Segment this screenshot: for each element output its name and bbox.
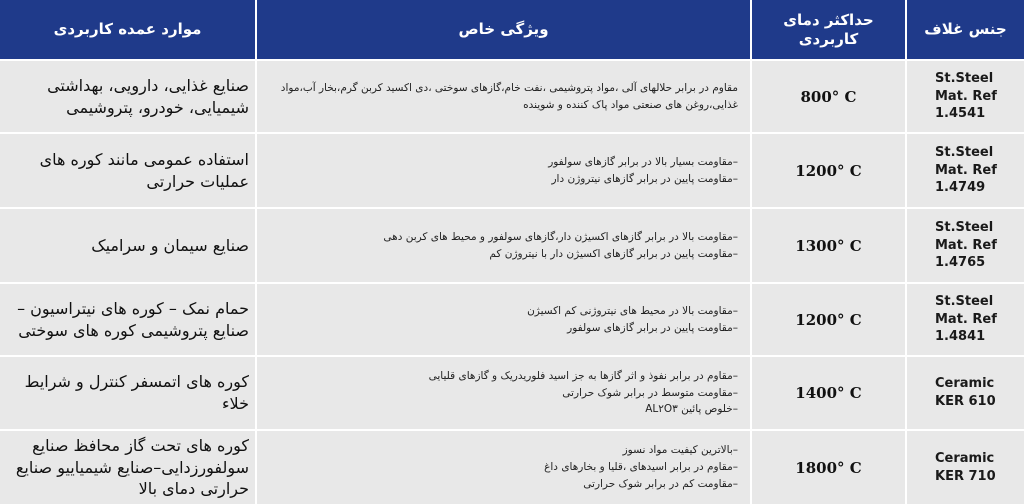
table-row (0, 429, 1024, 504)
features-cell (255, 357, 750, 429)
header-features: ویژگی خاص (255, 0, 750, 59)
header-max-temp: حداکثر دمای کاربردی (750, 0, 905, 59)
feature-line: –مقاومت بسیار بالا در برابر گازهای سولفور (548, 155, 738, 168)
feature-line: –مقاوم در برابر نفوذ و اثر گازها به جز اسید فلوریدریک و گازهای قلیایی (428, 369, 738, 382)
material-cell (905, 357, 1024, 429)
material-line: 1.4749 (935, 180, 986, 196)
features-cell (255, 284, 750, 355)
material-line: St.Steel (935, 71, 994, 87)
material-line: Ceramic (935, 450, 995, 466)
applications-cell: صنایع غذایی، دارویی، بهداشتی شیمیایی، خودرو، پتروشیمی (47, 75, 249, 117)
applications-cell: استفاده عمومی مانند کوره های عملیات حرارتی (39, 149, 249, 191)
material-cell (905, 431, 1024, 504)
applications-cell: صنایع سیمان و سرامیک (91, 235, 249, 255)
table-row (0, 207, 1024, 282)
table-row (0, 282, 1024, 355)
features-cell (255, 61, 750, 132)
material-line: Mat. Ref (935, 88, 997, 104)
material-line: St.Steel (935, 294, 994, 310)
max-temp-cell: 1200° C (750, 284, 905, 355)
material-line: Ceramic (935, 376, 995, 392)
features-cell (255, 134, 750, 207)
feature-line: مقاوم در برابر حلالهای آلی ،مواد پتروشیمی ،نفت خام،گازهای سوختی ،دی اکسید کربن گرم،بخار آب،مواد غذایی،روغن های صنعتی مواد پاک کننده و شوینده (280, 81, 738, 111)
material-cell (905, 209, 1024, 282)
max-temp-cell: 1300° C (750, 209, 905, 282)
material-line: 1.4841 (935, 329, 986, 345)
table-row (0, 355, 1024, 429)
max-temp-cell: 1800° C (750, 431, 905, 504)
max-temp-cell: 1400° C (750, 357, 905, 429)
material-line: KER 610 (935, 394, 996, 409)
feature-line: –مقاوم در برابر اسیدهای ،قلیا و بخارهای داغ (544, 461, 738, 474)
header-material: جنس غلاف (905, 0, 1024, 59)
material-line: St.Steel (935, 220, 994, 236)
material-line: Mat. Ref (935, 311, 997, 327)
feature-line: –مقاومت کم در برابر شوک حرارتی (583, 477, 738, 490)
feature-line: –مقاومت پایین در برابر گازهای سولفور (567, 321, 738, 334)
table-row (0, 132, 1024, 207)
applications-cell: کوره های اتمسفر کنترل و شرایط خلاء (24, 372, 249, 413)
max-temp-cell: 1200° C (750, 134, 905, 207)
feature-line: –خلوص پائین AL۲O۳ (645, 403, 738, 416)
applications-cell: کوره های تحت گاز محافظ صنایع سولفورزدایی–صنایع شیمیاییو صنایع حرارتی دمای بالا (15, 436, 249, 499)
material-line: 1.4765 (935, 255, 986, 271)
header-applications: موارد عمده کاربردی (53, 20, 202, 39)
material-line: St.Steel (935, 145, 994, 161)
feature-line: –بالاترین کیفیت مواد نسوز (622, 444, 738, 457)
feature-line: –مقاومت پایین در برابر گازهای اکسیژن دار با نیتروژن کم (489, 247, 738, 260)
table-header-row (0, 0, 1024, 59)
material-line: Mat. Ref (935, 237, 997, 253)
material-line: Mat. Ref (935, 162, 997, 178)
material-line: KER 710 (935, 468, 996, 484)
features-cell (255, 209, 750, 282)
feature-line: –مقاومت متوسط در برابر شوک حرارتی (562, 386, 738, 399)
material-line: 1.4541 (935, 106, 986, 122)
material-cell (905, 61, 1024, 132)
table-row (0, 59, 1024, 132)
material-cell (905, 284, 1024, 355)
applications-cell: حمام نمک – کوره های نیتراسیون – صنایع پتروشیمی کوره های سوختی (17, 298, 249, 340)
feature-line: –مقاومت پایین در برابر گازهای نیتروژن دار (551, 172, 738, 185)
features-cell (255, 431, 750, 504)
material-cell (905, 134, 1024, 207)
max-temp-cell: 800° C (750, 61, 905, 132)
feature-line: –مقاومت بالا در برابر گازهای اکسیژن دار،گازهای سولفور و محیط های کربن دهی (383, 230, 738, 243)
feature-line: –مقاومت بالا در محیط های نیتروژنی کم اکسیژن (527, 304, 738, 317)
